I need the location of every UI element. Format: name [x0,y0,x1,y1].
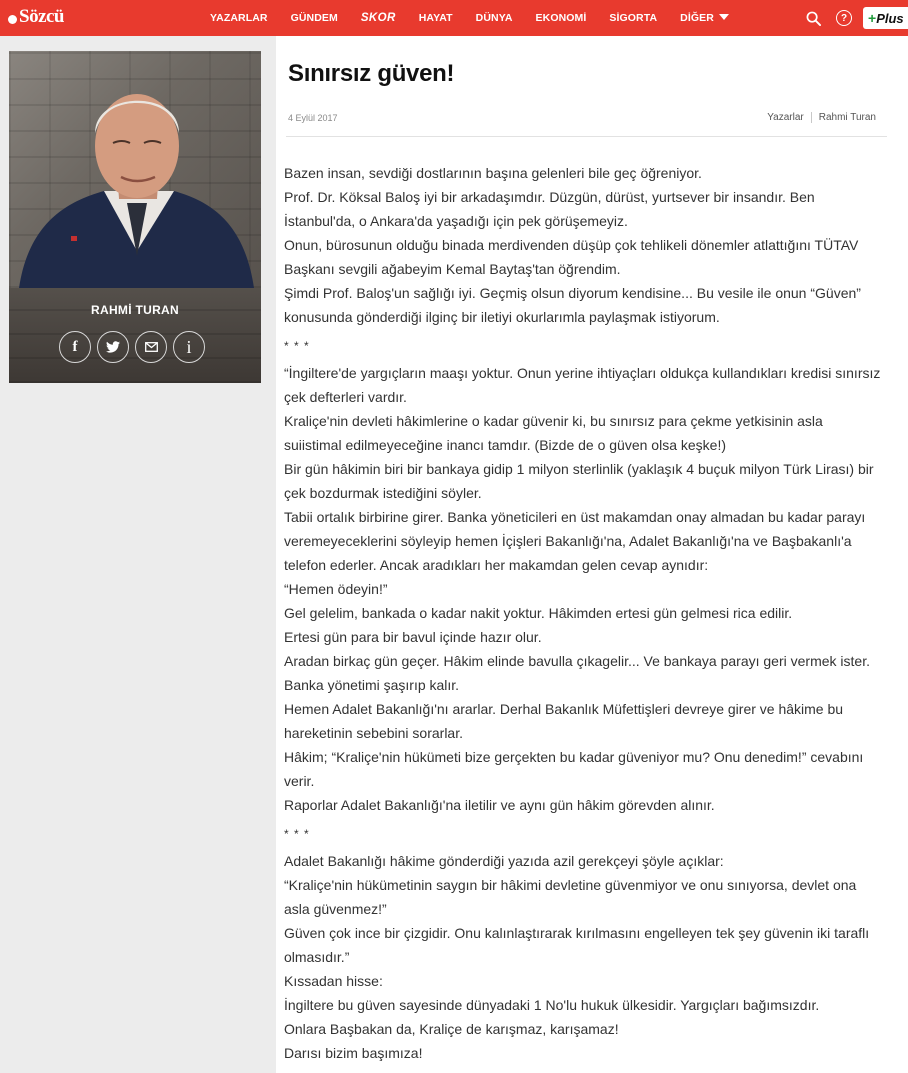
article-body [284,161,884,1065]
facebook-icon: f [72,338,78,355]
mail-icon [145,342,158,352]
article-paragraph: Tabii ortalık birbirine girer. Banka yöneticileri en üst makamdan onay almadan bu kadar parayı veremeyeceklerini söyleyip hemen İçişleri Bakanlığı'na, Adalet Bakanlığı'na ve Başbakanlı'a telefon ederler. Ancak aradıkları her makamdan gelen cevap aynıdır: [284,509,866,573]
breadcrumb-author[interactable]: Rahmi Turan [818,112,876,123]
plus-badge-icon: + [868,10,877,26]
article-paragraph: Prof. Dr. Köksal Baloş iyi bir arkadaşımdır. Düzgün, dürüst, yurtsever bir insandır. Ben İstanbul'da, o Ankara'da yaşadığı için pek görüşemeyiz. [284,189,815,229]
article-paragraph: Kıssadan hisse: [284,973,383,989]
nav-item-yazarlar[interactable]: YAZARLAR [210,12,268,24]
main-nav [210,0,752,36]
article-paragraph: Ertesi gün para bir bavul içinde hazır olur. [284,629,542,645]
facebook-button[interactable] [59,331,91,363]
search-button[interactable] [803,8,823,28]
meta-divider [286,136,887,137]
social-share-buttons [59,331,211,363]
section-separator: * * * [284,827,310,841]
article-paragraph: İngiltere bu güven sayesinde dünyadaki 1 No'lu hukuk ülkesidir. Yargıçları bağımsızdır. [284,997,820,1013]
breadcrumb-yazarlar[interactable]: Yazarlar [767,112,804,123]
site-logo[interactable] [8,5,64,29]
article-paragraph: Hâkim; “Kraliçe'nin hükümeti bize gerçekten bu kadar güveniyor mu? Onu denedim!” cevabını verir. [284,749,864,789]
search-icon [806,11,821,26]
logo-text: Sözcü [19,6,64,27]
logo-mark-icon [8,15,17,24]
article-paragraph: “İngiltere'de yargıçların maaşı yoktur. Onun yerine ihtiyaçları oldukça kullandıkları kredisi sınırsız çek defterleri vardır. [284,365,881,405]
article-paragraph: Raporlar Adalet Bakanlığı'na iletilir ve aynı gün hâkim görevden alınır. [284,797,715,813]
article-paragraph: Bir gün hâkimin biri bir bankaya gidip 1 milyon sterlinlik (yaklaşık 4 buçuk milyon Türk Lirası) bir çek bozdurmak istediğini söyler. [284,461,874,501]
nav-item-gundem[interactable]: GÜNDEM [290,12,338,24]
nav-item-diger[interactable] [680,12,729,24]
article-paragraph: “Kraliçe'nin hükümetinin saygın bir hâkimi devletine güvenmiyor ve onu sınıyorsa, devlet ona asla güvenmez!” [284,877,857,917]
nav-item-diger-label: DİĞER [680,12,714,24]
article-paragraph: Darısı bizim başımıza! [284,1045,423,1061]
plus-label: Plus [876,10,904,26]
author-photo [9,51,261,288]
breadcrumb-divider [811,112,812,123]
plus-subscription-button[interactable] [863,7,908,29]
article-paragraph: Aradan birkaç gün geçer. Hâkim elinde bavulla çıkagelir... Ve bankaya parayı geri vermek ister. Banka yönetimi şaşırıp kalır. [284,653,870,693]
twitter-icon [106,341,120,353]
author-info [9,288,261,383]
article-paragraph: Şimdi Prof. Baloş'un sağlığı iyi. Geçmiş olsun diyorum kendisine... Bu vesile ile onun “Güven” konusunda gönderdiği ilginç bir iletiyi okurlarımla paylaşmak istiyorum. [284,285,861,325]
nav-item-hayat[interactable]: HAYAT [418,12,453,24]
article-date: 4 Eylül 2017 [288,113,338,123]
article-paragraph: Kraliçe'nin devleti hâkimlerine o kadar güvenir ki, bu sınırsız para çekme yetkisinin asla suiistimal edilmeyeceğine inancı tamdır. (Bizde de o güven olsa keşke!) [284,413,823,453]
help-button[interactable] [834,8,854,28]
section-separator: * * * [284,339,310,353]
article-paragraph: Hemen Adalet Bakanlığı'nı ararlar. Derhal Bakanlık Müfettişleri devreye girer ve hâkime bu hareketinin sebebini sorarlar. [284,701,844,741]
nav-item-skor[interactable]: SKOR [360,12,396,24]
twitter-button[interactable] [97,331,129,363]
help-icon: ? [836,10,852,26]
author-card [9,51,261,383]
article-paragraph: Adalet Bakanlığı hâkime gönderdiği yazıda azil gerekçeyi şöyle açıklar: [284,853,724,869]
email-button[interactable] [135,331,167,363]
author-name: RAHMİ TURAN [91,303,179,317]
author-portrait-image [9,51,261,288]
article-paragraph: Onlara Başbakan da, Kraliçe de karışmaz, karışamaz! [284,1021,619,1037]
article-paragraph: Bazen insan, sevdiği dostlarının başına gelenleri bile geç öğreniyor. [284,165,702,181]
article-panel [276,36,908,1073]
breadcrumb [767,112,876,123]
nav-item-ekonomi[interactable]: EKONOMİ [535,12,587,24]
article-paragraph: Onun, bürosunun olduğu binada merdivenden düşüp çok tehlikeli dönemler atlattığını TÜTAV Başkanı sevgili ağabeyim Kemal Baytaş'tan öğrendim. [284,237,859,277]
author-info-button[interactable] [173,331,205,363]
top-navigation-bar [0,0,908,36]
article-paragraph: “Hemen ödeyin!” [284,581,388,597]
info-icon: i [186,336,192,357]
nav-item-dunya[interactable]: DÜNYA [475,12,513,24]
article-paragraph: Gel gelelim, bankada o kadar nakit yoktur. Hâkimden ertesi gün gelmesi rica edilir. [284,605,793,621]
article-paragraph: Güven çok ince bir çizgidir. Onu kalınlaştırarak kırılmasını engelleyen tek şey güvenin iki taraflı olmasıdır.” [284,925,870,965]
caret-down-icon [719,14,729,20]
article-title: Sınırsız güven! [288,60,455,87]
nav-item-sigorta[interactable]: SİGORTA [609,12,658,24]
